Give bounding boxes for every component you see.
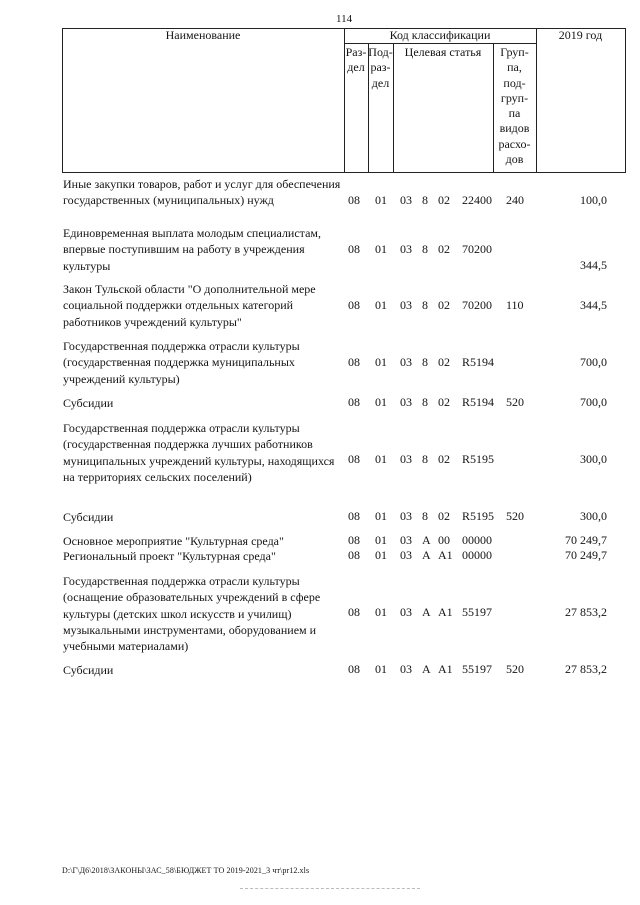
bottom-dashed-line (240, 888, 420, 889)
row-target-4: 00000 (462, 548, 492, 562)
row-name: Субсидии (63, 396, 114, 410)
row-amount: 344,5 (580, 258, 607, 272)
row-amount: 700,0 (580, 395, 607, 409)
row-razdel: 08 (348, 509, 360, 523)
row-podrazdel: 01 (375, 548, 387, 562)
header-classification-code: Код классификации (389, 28, 491, 42)
row-amount: 300,0 (580, 452, 607, 466)
row-target-1: 03 (400, 662, 412, 676)
row-name: Государственная поддержка отрасли культуры (оснащение образовательных учреждений в сфере культуры (детских школ искусств и училищ) музыкальными инструментами, оборудованием и учебными материалами) (63, 574, 321, 654)
row-target-3: 02 (438, 395, 450, 409)
row-expense-group: 520 (506, 509, 524, 523)
row-amount: 700,0 (580, 355, 607, 369)
header-target: Целевая статья (404, 45, 482, 59)
row-amount: 27 853,2 (565, 662, 607, 676)
row-razdel: 08 (348, 355, 360, 369)
row-name: Субсидии (63, 510, 114, 524)
row-razdel: 08 (348, 193, 360, 207)
row-target-3: 02 (438, 509, 450, 523)
row-target-2: А (422, 533, 431, 547)
row-target-2: А (422, 662, 431, 676)
row-razdel: 08 (348, 242, 360, 256)
row-podrazdel: 01 (375, 298, 387, 312)
row-target-3: А1 (438, 548, 453, 562)
row-target-3: А1 (438, 662, 453, 676)
row-target-1: 03 (400, 242, 412, 256)
row-target-4: 70200 (462, 298, 492, 312)
row-expense-group: 520 (506, 662, 524, 676)
row-podrazdel: 01 (375, 395, 387, 409)
row-name: Региональный проект "Культурная среда" (63, 549, 276, 563)
row-razdel: 08 (348, 395, 360, 409)
row-amount: 27 853,2 (565, 605, 607, 619)
row-razdel: 08 (348, 605, 360, 619)
row-target-2: 8 (422, 242, 428, 256)
row-target-4: R5195 (462, 452, 495, 466)
page-number: 114 (336, 13, 353, 25)
row-target-4: R5194 (462, 355, 495, 369)
row-target-3: 02 (438, 298, 450, 312)
row-target-4: 70200 (462, 242, 492, 256)
row-name: Основное мероприятие "Культурная среда" (63, 534, 284, 548)
row-expense-group: 520 (506, 395, 524, 409)
row-podrazdel: 01 (375, 662, 387, 676)
row-razdel: 08 (348, 533, 360, 547)
row-target-1: 03 (400, 605, 412, 619)
row-podrazdel: 01 (375, 509, 387, 523)
row-target-1: 03 (400, 548, 412, 562)
row-target-1: 03 (400, 193, 412, 207)
row-amount: 70 249,7 (565, 533, 607, 547)
row-razdel: 08 (348, 452, 360, 466)
row-target-1: 03 (400, 395, 412, 409)
row-target-4: 00000 (462, 533, 492, 547)
row-target-2: 8 (422, 509, 428, 523)
row-expense-group: 240 (506, 193, 524, 207)
row-target-4: 55197 (462, 605, 492, 619)
row-target-3: 02 (438, 193, 450, 207)
row-name: Государственная поддержка отрасли культуры (государственная поддержка муниципальных учреждений культуры) (63, 339, 300, 386)
row-amount: 300,0 (580, 509, 607, 523)
header-razdel: Раз- дел (345, 45, 367, 75)
row-name: Иные закупки товаров, работ и услуг для обеспечения государственных (муниципальных) нужд (63, 177, 341, 208)
row-target-1: 03 (400, 452, 412, 466)
row-target-2: А (422, 605, 431, 619)
row-target-4: R5195 (462, 509, 495, 523)
row-target-2: 8 (422, 298, 428, 312)
row-target-1: 03 (400, 355, 412, 369)
row-podrazdel: 01 (375, 355, 387, 369)
row-razdel: 08 (348, 548, 360, 562)
header-podrazdel: Под- раз- дел (368, 45, 393, 90)
footer-file-path: D:\Г\Д6\2018\ЗАКОНЫ\ЗАС_58\БЮДЖЕТ ТО 2019-2021_3 чт\pr12.xls (62, 866, 310, 875)
row-name: Государственная поддержка отрасли культуры (государственная поддержка лучших работников муниципальных учреждений культуры, находящихся на территориях сельских поселений) (63, 421, 335, 484)
header-name: Наименование (165, 28, 241, 42)
row-target-1: 03 (400, 509, 412, 523)
row-name: Единовременная выплата молодым специалистам, впервые поступившим на работу в учреждения культуры (63, 226, 321, 273)
row-target-4: 55197 (462, 662, 492, 676)
row-razdel: 08 (348, 298, 360, 312)
row-target-2: 8 (422, 193, 428, 207)
row-podrazdel: 01 (375, 242, 387, 256)
row-target-1: 03 (400, 533, 412, 547)
row-target-1: 03 (400, 298, 412, 312)
row-podrazdel: 01 (375, 452, 387, 466)
row-target-3: 00 (438, 533, 450, 547)
row-target-3: 02 (438, 452, 450, 466)
row-target-3: 02 (438, 242, 450, 256)
row-target-3: А1 (438, 605, 453, 619)
row-expense-group: 110 (506, 298, 524, 312)
row-target-3: 02 (438, 355, 450, 369)
header-expense-group: Груп- па, под- груп- па видов расхо- дов (498, 45, 531, 167)
row-razdel: 08 (348, 662, 360, 676)
row-target-2: А (422, 548, 431, 562)
row-amount: 344,5 (580, 298, 607, 312)
row-name: Субсидии (63, 663, 114, 677)
row-target-2: 8 (422, 452, 428, 466)
row-target-4: R5194 (462, 395, 495, 409)
row-amount: 70 249,7 (565, 548, 607, 562)
row-podrazdel: 01 (375, 533, 387, 547)
header-year: 2019 год (558, 28, 603, 42)
row-target-4: 22400 (462, 193, 492, 207)
row-target-2: 8 (422, 395, 428, 409)
row-target-2: 8 (422, 355, 428, 369)
row-amount: 100,0 (580, 193, 607, 207)
row-podrazdel: 01 (375, 605, 387, 619)
row-name: Закон Тульской области "О дополнительной мере социальной поддержки отдельных категорий работников учреждений культуры" (63, 282, 316, 329)
row-podrazdel: 01 (375, 193, 387, 207)
